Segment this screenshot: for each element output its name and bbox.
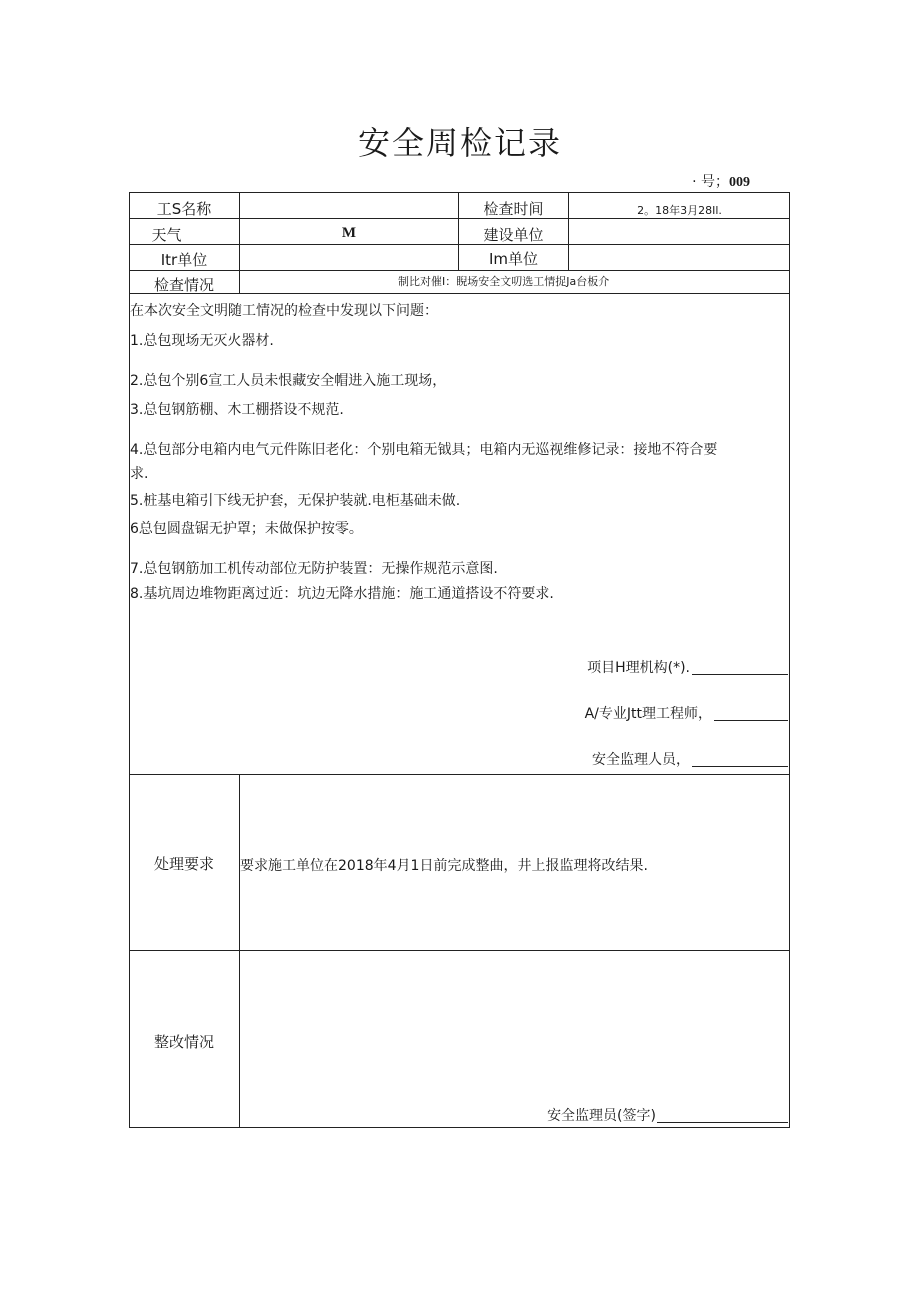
- signature-blank: [657, 1122, 788, 1123]
- finding-item: 5.桩基电箱引下线无护套，无保护装就.电柜基础未做.: [130, 493, 461, 509]
- page-title: 安全周检记录: [357, 124, 562, 162]
- handling-text: 要求施工单位在2018年4月1日前完成整曲，井上报监理将改结果.: [240, 858, 648, 874]
- safety-supervisor-signature-label: 安全监理人员，: [592, 752, 690, 768]
- row-divider: [129, 270, 790, 271]
- rectification-signature-label: 安全监理员(签字): [547, 1108, 656, 1124]
- finding-item: 1.总包现场无灭火器材.: [130, 333, 274, 349]
- check-time-label: 检查时间: [483, 200, 544, 218]
- row-divider: [129, 774, 790, 775]
- findings-intro: 在本次安全文明随工情况的检查中发现以下问题：: [130, 303, 438, 319]
- finding-item: 8.基坑周边堆物距离过近：坑边无降水措施：施工通道搭设不符要求.: [130, 586, 554, 602]
- serial-value: 009: [729, 175, 750, 190]
- serial-label: · 号；: [692, 174, 729, 190]
- supervision-org-signature-label: 项目H理机构(*).: [587, 660, 690, 676]
- rectification-label: 整改情况: [153, 1033, 214, 1051]
- check-status-label: 检查情况: [153, 276, 214, 294]
- column-divider: [239, 774, 240, 1128]
- construction-unit-label: 建设单位: [483, 226, 544, 244]
- weather-value: M: [341, 225, 357, 241]
- serial-number: [640, 171, 750, 191]
- signature-blank: [692, 674, 788, 675]
- finding-item: 2.总包个别6宣工人员未恨藏安全帽进入施工现场，: [130, 373, 447, 389]
- engineer-signature-label: A/专业Jtt理工程师，: [584, 706, 712, 722]
- weather-label: 天气: [151, 226, 182, 244]
- handling-label: 处理要求: [153, 855, 214, 873]
- signature-blank: [692, 766, 788, 767]
- finding-item: 7.总包钢筋加工机传动部位无防护装置：无操作规范示意图.: [130, 561, 498, 577]
- finding-item: 3.总包钢筋棚、木工棚搭设不规范.: [130, 402, 344, 418]
- project-name-label: 工S名称: [156, 200, 212, 218]
- contractor-label: Itr单位: [160, 251, 208, 269]
- finding-item: 4.总包部分电箱内电气元件陈旧老化：个别电箱无钺具；电箱内无巡视维修记录：接地不符合要: [130, 442, 718, 458]
- finding-item: 求.: [130, 466, 149, 482]
- supervisor-unit-label: Im单位: [488, 250, 539, 268]
- finding-item: 6总包圆盘锯无护罩；未做保护按零。: [130, 521, 363, 537]
- column-divider: [239, 192, 240, 293]
- row-divider: [129, 950, 790, 951]
- signature-blank: [714, 720, 788, 721]
- check-time-value: 2。18年3月28Il.: [637, 204, 722, 217]
- check-status-value: 制比对催I：睨场安全文叨选工情捉Ja台板介: [398, 275, 610, 288]
